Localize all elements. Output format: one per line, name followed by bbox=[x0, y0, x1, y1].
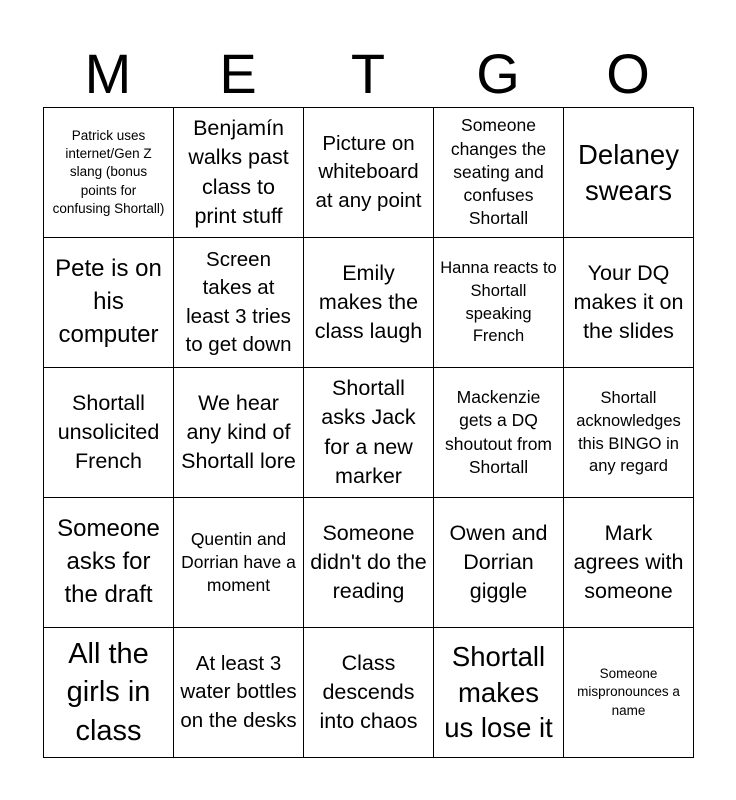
bingo-cell[interactable]: Someone didn't do the reading bbox=[304, 498, 434, 628]
bingo-cell[interactable]: Shortall makes us lose it bbox=[434, 628, 564, 758]
bingo-header bbox=[43, 38, 693, 108]
bingo-cell[interactable]: Mackenzie gets a DQ shoutout from Shortall bbox=[434, 368, 564, 498]
bingo-cell[interactable]: Emily makes the class laugh bbox=[304, 238, 434, 368]
bingo-cell[interactable]: Benjamín walks past class to print stuff bbox=[174, 108, 304, 238]
bingo-cell[interactable]: At least 3 water bottles on the desks bbox=[174, 628, 304, 758]
bingo-cell[interactable]: Class descends into chaos bbox=[304, 628, 434, 758]
bingo-cell[interactable]: Your DQ makes it on the slides bbox=[564, 238, 694, 368]
bingo-cell[interactable]: Shortall unsolicited French bbox=[44, 368, 174, 498]
bingo-cell[interactable]: Picture on whiteboard at any point bbox=[304, 108, 434, 238]
bingo-cell[interactable]: Quentin and Dorrian have a moment bbox=[174, 498, 304, 628]
bingo-cell[interactable]: Delaney swears bbox=[564, 108, 694, 238]
bingo-cell[interactable]: Someone mispronounces a name bbox=[564, 628, 694, 758]
bingo-board bbox=[43, 107, 694, 758]
header-letter: G bbox=[476, 41, 520, 105]
bingo-cell[interactable]: Screen takes at least 3 tries to get down bbox=[174, 238, 304, 368]
bingo-cell[interactable]: We hear any kind of Shortall lore bbox=[174, 368, 304, 498]
header-letter: E bbox=[219, 41, 257, 105]
bingo-cell[interactable]: Someone changes the seating and confuses Shortall bbox=[434, 108, 564, 238]
header-letter: O bbox=[606, 41, 650, 105]
board-row bbox=[44, 628, 694, 758]
bingo-cell[interactable]: Mark agrees with someone bbox=[564, 498, 694, 628]
bingo-cell[interactable]: Patrick uses internet/Gen Z slang (bonus points for confusing Shortall) bbox=[44, 108, 174, 238]
header-letter: T bbox=[350, 41, 386, 105]
bingo-cell[interactable]: Someone asks for the draft bbox=[44, 498, 174, 628]
board-row bbox=[44, 108, 694, 238]
bingo-cell[interactable]: Pete is on his computer bbox=[44, 238, 174, 368]
header-letter: M bbox=[84, 41, 132, 105]
bingo-cell[interactable]: All the girls in class bbox=[44, 628, 174, 758]
board-row bbox=[44, 498, 694, 628]
bingo-cell[interactable]: Owen and Dorrian giggle bbox=[434, 498, 564, 628]
board-row bbox=[44, 238, 694, 368]
board-row bbox=[44, 368, 694, 498]
bingo-cell[interactable]: Shortall asks Jack for a new marker bbox=[304, 368, 434, 498]
bingo-cell[interactable]: Shortall acknowledges this BINGO in any regard bbox=[564, 368, 694, 498]
bingo-cell[interactable]: Hanna reacts to Shortall speaking French bbox=[434, 238, 564, 368]
